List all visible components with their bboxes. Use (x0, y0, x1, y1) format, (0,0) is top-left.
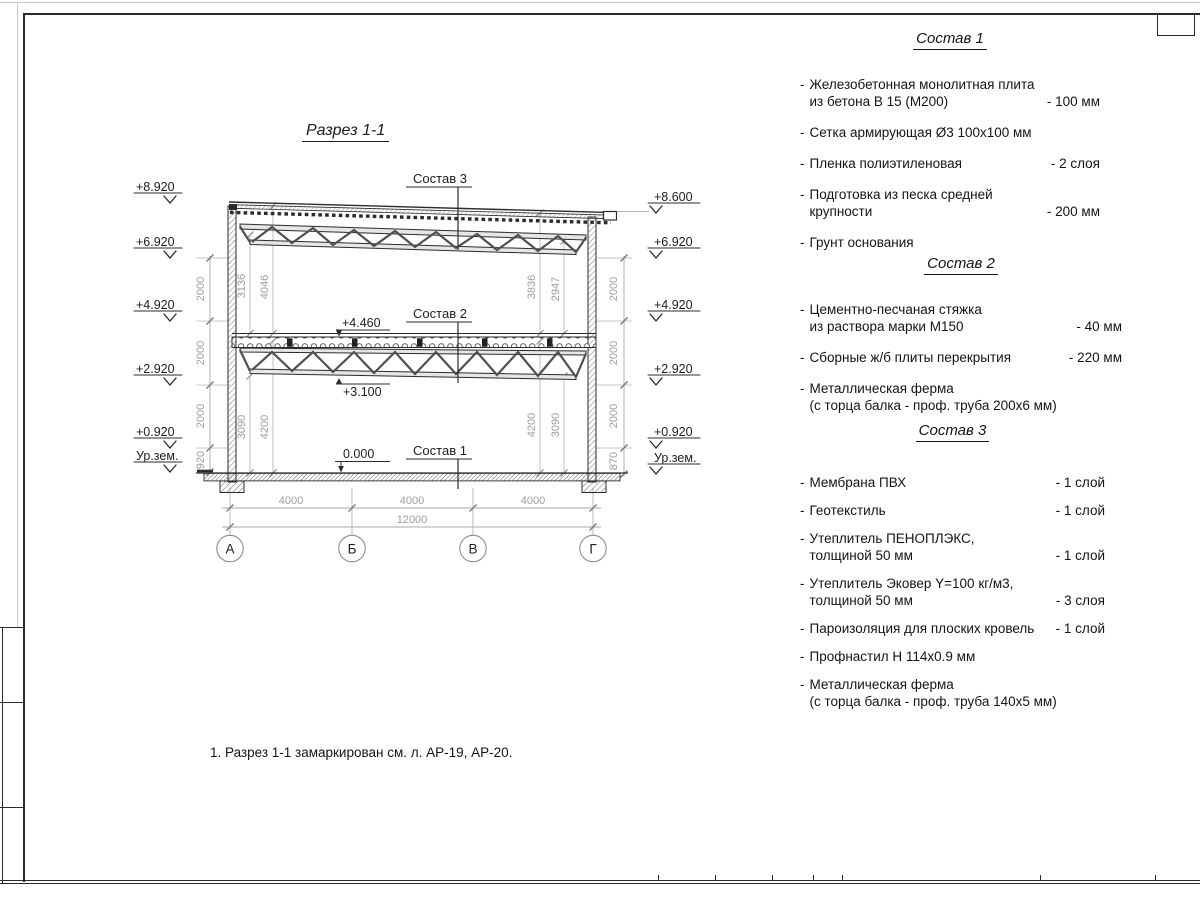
material-value: - 3 слоя (1055, 593, 1105, 608)
label-sostav-3: Состав 3 (413, 171, 467, 186)
level-zero: 0.000 (343, 447, 375, 461)
trim-line-top (0, 2, 1200, 3)
frame-bottom-inner (0, 883, 1200, 884)
stamp-tick (715, 875, 716, 881)
dim-4000-3: 4000 (520, 495, 546, 507)
right-wall (588, 217, 596, 482)
dim-12000: 12000 (396, 514, 428, 526)
dim-3836: 3836 (526, 274, 538, 300)
strip-divider (0, 702, 23, 703)
material-item: - Сетка армирующая Ø3 100х100 мм (800, 125, 1032, 140)
material-item: - Железобетонная монолитная плита из бетона В 15 (М200) - 100 мм (800, 77, 1100, 109)
elevation-marks-right (648, 190, 700, 474)
material-item: - Утеплитель Эковер Y=100 кг/м3, толщиной 50 мм - 3 слоя (800, 576, 1105, 608)
left-footing (220, 481, 244, 493)
dim-right-870: 870 (608, 451, 620, 471)
elevation-mark: +6.920 (654, 235, 693, 249)
stamp-tick (772, 875, 773, 881)
material-item: - Пароизоляция для плоских кровель - 1 слой (800, 621, 1105, 636)
material-item: - Грунт основания (800, 235, 914, 250)
axis-label-b: Б (347, 541, 357, 557)
elevation-mark: +8.920 (136, 180, 175, 194)
elevation-mark: +8.600 (654, 190, 693, 204)
dim-4200-left: 4200 (259, 414, 271, 440)
dim-left-920: 920 (195, 450, 207, 470)
trim-line-left (17, 2, 18, 627)
materials-section-1 (800, 30, 1100, 251)
material-item: - Подготовка из песка средней крупности - 200 мм (800, 187, 1100, 219)
material-value: - 1 слой (1055, 548, 1105, 563)
section-drawing (120, 160, 735, 575)
elevation-mark: +6.920 (136, 235, 175, 249)
dim-2947: 2947 (550, 276, 562, 302)
materials-heading: Состав 3 (800, 422, 1105, 442)
intermediate-floor (232, 334, 596, 348)
elevation-mark: +0.920 (136, 425, 175, 439)
material-item: - Геотекстиль - 1 слой (800, 503, 1105, 518)
materials-heading: Состав 2 (800, 255, 1122, 275)
axis-bubbles (217, 535, 606, 561)
material-value: - 2 слоя (1050, 156, 1100, 171)
dim-left-2000-2: 2000 (195, 340, 207, 366)
axis-label-a: А (225, 541, 235, 557)
material-value: - 1 слой (1055, 621, 1105, 636)
elevation-mark: +4.920 (654, 298, 693, 312)
strip-edge (2, 627, 3, 883)
material-value: - 100 мм (1046, 94, 1100, 109)
dim-left-2000-1: 2000 (195, 276, 207, 302)
elevation-mark: +2.920 (136, 362, 175, 376)
material-value: - 220 мм (1068, 350, 1122, 365)
ground-floor (196, 471, 628, 493)
dim-4046: 4046 (259, 274, 271, 300)
bottom-dimension-chain (222, 495, 601, 531)
elevation-mark: Ур.зем. (654, 451, 697, 465)
floor-truss (240, 348, 586, 380)
label-sostav-1: Состав 1 (413, 443, 467, 458)
material-item: - Цементно-песчаная стяжка из раствора марки М150 - 40 мм (800, 302, 1122, 334)
elevation-marks-left (134, 180, 182, 472)
roof-assembly (229, 202, 649, 223)
stamp-tick (1155, 875, 1156, 881)
level-mid-top: +4.460 (342, 316, 381, 330)
material-value: - 1 слой (1055, 475, 1105, 490)
label-sostav-2: Состав 2 (413, 306, 467, 321)
elevation-mark: +4.920 (136, 298, 175, 312)
stamp-tick (1040, 875, 1041, 881)
corner-format-box (1157, 14, 1195, 36)
dim-left-2000-3: 2000 (195, 403, 207, 429)
material-value: - 1 слой (1055, 503, 1105, 518)
elevation-mark: Ур.зем. (136, 449, 179, 463)
axis-label-g: Г (589, 541, 597, 557)
frame-top (23, 13, 1200, 15)
material-item: - Металлическая ферма (с торца балка - проф. труба 140х5 мм) (800, 677, 1057, 709)
dim-4000-2: 4000 (399, 495, 425, 507)
level-mid-bottom: +3.100 (343, 385, 382, 399)
dim-3090-left: 3090 (236, 414, 248, 440)
section-title (302, 122, 389, 140)
stamp-tick (658, 875, 659, 881)
material-item: - Мембрана ПВХ - 1 слой (800, 475, 1105, 490)
materials-section-3 (800, 422, 1105, 710)
dim-right-2000-1: 2000 (608, 276, 620, 302)
materials-section-2 (800, 255, 1122, 414)
frame-bottom-outer (0, 880, 1200, 881)
material-value: - 40 мм (1076, 319, 1122, 334)
stamp-tick (813, 875, 814, 881)
material-value: - 200 мм (1046, 204, 1100, 219)
frame-left (23, 13, 25, 882)
material-item: - Металлическая ферма (с торца балка - проф. труба 200х6 мм) (800, 381, 1057, 413)
section-title-text: Разрез 1-1 (302, 122, 389, 142)
material-item: - Пленка полиэтиленовая - 2 слоя (800, 156, 1100, 171)
dim-4000-1: 4000 (278, 495, 304, 507)
material-item: - Профнастил Н 114х0.9 мм (800, 649, 976, 664)
materials-heading: Состав 1 (800, 30, 1100, 50)
left-dimension-chain (195, 255, 230, 476)
strip-divider (0, 627, 23, 628)
dim-right-2000-2: 2000 (608, 340, 620, 366)
dim-3090-right: 3090 (550, 412, 562, 438)
right-dimension-chain (596, 255, 632, 478)
roof-truss (240, 224, 586, 255)
dim-right-2000-3: 2000 (608, 403, 620, 429)
elevation-mark: +0.920 (654, 425, 693, 439)
dim-4200-right: 4200 (526, 412, 538, 438)
stamp-tick (842, 875, 843, 881)
elevation-mark: +2.920 (654, 362, 693, 376)
dim-3136: 3136 (236, 273, 248, 299)
material-item: - Утеплитель ПЕНОПЛЭКС, толщиной 50 мм - 1 слой (800, 531, 1105, 563)
drawing-note: 1. Разрез 1-1 замаркирован см. л. АР-19, АР-20. (210, 745, 513, 760)
right-footing (582, 481, 606, 493)
material-item: - Сборные ж/б плиты перекрытия - 220 мм (800, 350, 1122, 365)
axis-label-v: В (468, 541, 478, 557)
strip-divider (0, 807, 23, 808)
